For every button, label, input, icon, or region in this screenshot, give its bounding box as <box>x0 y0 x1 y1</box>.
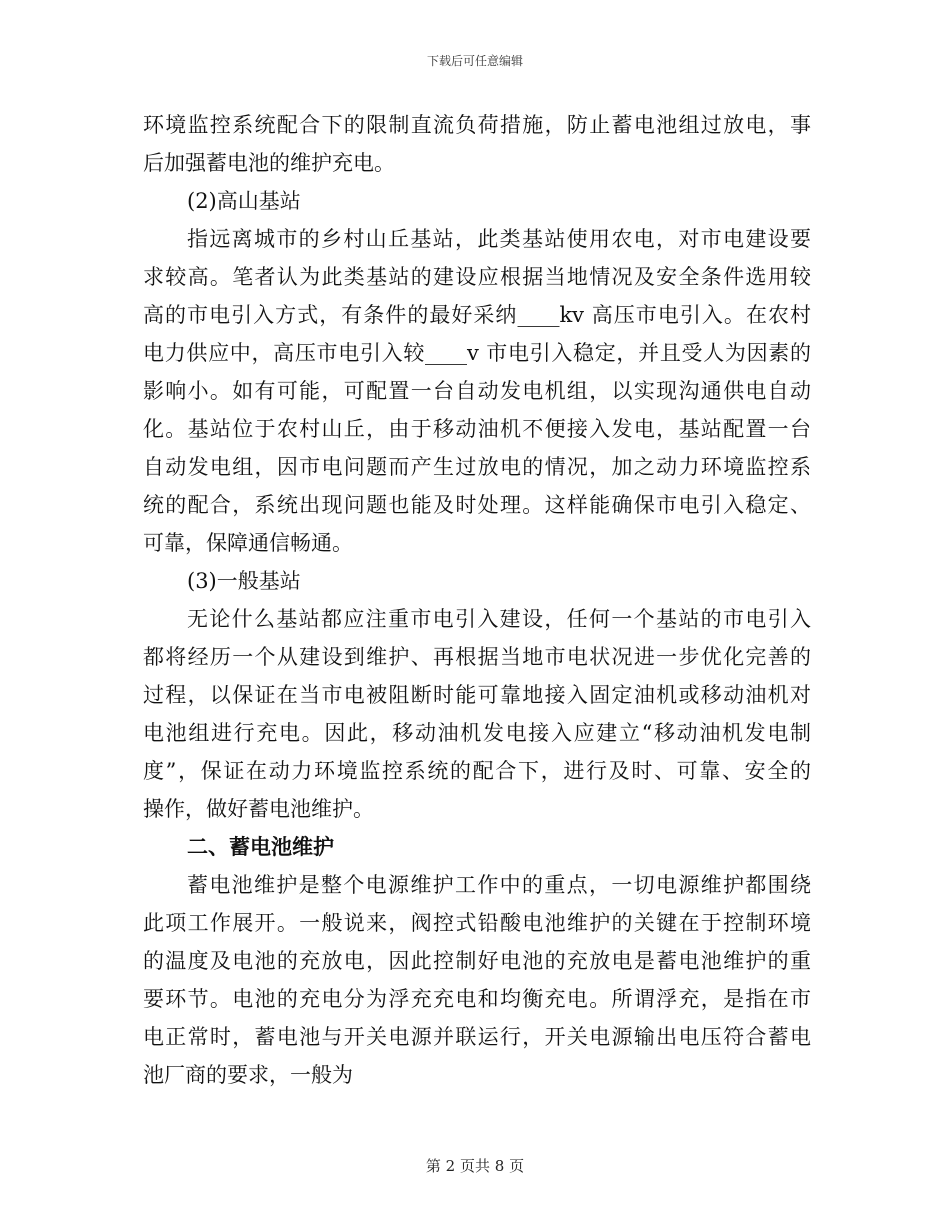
subheading: (2)高山基站 <box>187 189 301 213</box>
text-line: 后加强蓄电池的维护充电。 <box>143 151 395 175</box>
text-line: 自动发电组，因市电问题而产生过放电的情况，加之动力环境监控系 <box>143 455 811 479</box>
text-line: 环境监控系统配合下的限制直流负荷措施，防止蓄电池组过放电，事 <box>143 113 811 137</box>
text-line: 过程，以保证在当市电被阻断时能可靠地接入固定油机或移动油机对 <box>143 683 811 707</box>
document-body <box>143 106 811 1094</box>
text-line: 都将经历一个从建设到维护、再根据当地市电状况进一步优化完善的 <box>143 645 811 669</box>
text-line: 求较高。笔者认为此类基站的建设应根据当地情况及安全条件选用较 <box>143 265 811 289</box>
text-line: 池厂商的要求，一般为 <box>143 1063 353 1087</box>
text-line: 化。基站位于农村山丘，由于移动油机不便接入发电，基站配置一台 <box>143 417 811 441</box>
text-line: 电正常时，蓄电池与开关电源并联运行，开关电源输出电压符合蓄电 <box>143 1025 811 1049</box>
text-line: 指远离城市的乡村山丘基站，此类基站使用农电，对市电建设要 <box>187 227 811 251</box>
text-line: 度”，保证在动力环境监控系统的配合下，进行及时、可靠、安全的 <box>143 759 811 783</box>
subheading: (3)一般基站 <box>187 569 301 593</box>
text-line: 此项工作展开。一般说来，阀控式铅酸电池维护的关键在于控制环境 <box>143 911 811 935</box>
text-line: 可靠，保障通信畅通。 <box>143 531 353 555</box>
text-line: 蓄电池维护是整个电源维护工作中的重点，一切电源维护都围绕 <box>187 873 811 897</box>
text-line: 的温度及电池的充放电，因此控制好电池的充放电是蓄电池维护的重 <box>143 949 811 973</box>
text-line: 要环节。电池的充电分为浮充充电和均衡充电。所谓浮充，是指在市 <box>143 987 811 1011</box>
page-footer: 第 2 页共 8 页 <box>425 1157 525 1175</box>
text-line: 高的市电引入方式，有条件的最好采纳____kv 高压市电引入。在农村 <box>143 303 811 327</box>
text-line: 统的配合，系统出现问题也能及时处理。这样能确保市电引入稳定、 <box>143 493 811 517</box>
text-line: 电池组进行充电。因此，移动油机发电接入应建立“移动油机发电制 <box>143 721 811 745</box>
text-line: 无论什么基站都应注重市电引入建设，任何一个基站的市电引入 <box>187 607 811 631</box>
text-line: 操作，做好蓄电池维护。 <box>143 797 374 821</box>
text-line: 电力供应中，高压市电引入较____v 市电引入稳定，并且受人为因素的 <box>143 341 811 365</box>
section-heading: 二、蓄电池维护 <box>187 834 334 859</box>
text-line: 影响小。如有可能，可配置一台自动发电机组，以实现沟通供电自动 <box>143 379 811 403</box>
page-header: 下载后可任意编辑 <box>426 54 523 68</box>
